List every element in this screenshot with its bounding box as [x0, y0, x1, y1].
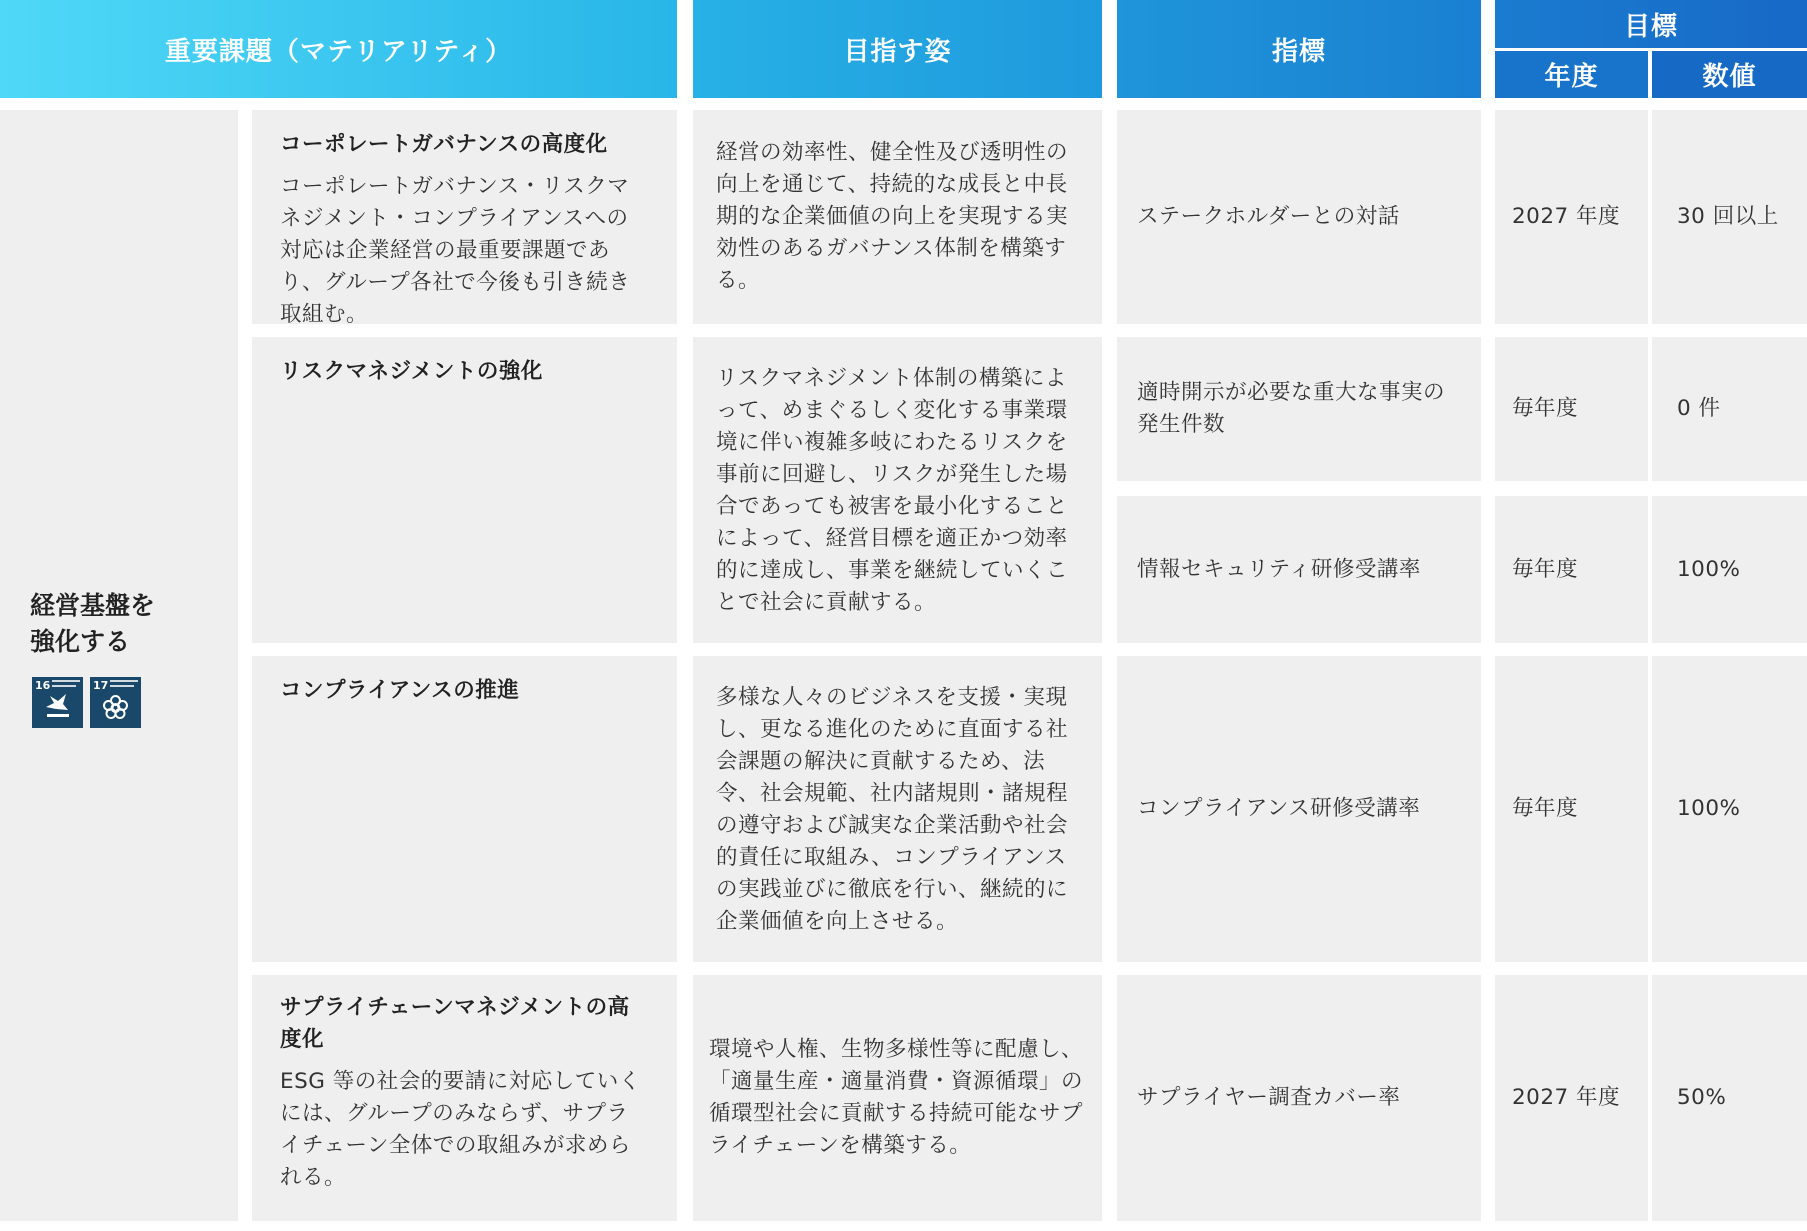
header-target-label: 目標: [1623, 11, 1678, 42]
goal-cell-4: [693, 975, 1102, 1221]
flower-icon: [90, 677, 141, 728]
year-text-2b: 毎年度: [1512, 556, 1579, 582]
materiality-cell-3: [252, 656, 677, 962]
year-cell-1: [1495, 110, 1648, 324]
header-goal: [693, 0, 1102, 98]
value-text-2a: 0 件: [1677, 396, 1721, 421]
sdg-17-number: 17: [93, 679, 109, 692]
materiality-desc-1: コーポレートガバナンス・リスクマネジメント・コンプライアンスへの対応は企業経営の最重要課題であり、グループ各社で今後も引き続き取組む。: [280, 174, 631, 327]
header-indicator: [1117, 0, 1481, 98]
header-year: [1495, 51, 1648, 98]
category-title-line1: 経営基盤を: [30, 591, 156, 620]
indicator-text-4: サプライヤー調査カバー率: [1137, 1085, 1401, 1110]
sdg-17-icon: [90, 677, 141, 728]
year-cell-2b: [1495, 496, 1648, 643]
indicator-cell-2b: [1117, 496, 1481, 643]
goal-cell-2: [693, 337, 1102, 643]
goal-cell-1: [693, 110, 1102, 324]
value-cell-1: [1652, 110, 1807, 324]
header-value-label: 数値: [1702, 62, 1757, 92]
header-materiality-label: 重要課題（マテリアリティ）: [164, 36, 513, 67]
indicator-text-2a: 適時開示が必要な重大な事実の発生件数: [1137, 380, 1446, 437]
goal-text-2: リスクマネジメント体制の構築によって、めまぐるしく変化する事業環境に伴い複雑多岐にわたるリスクを事前に回避し、リスクが発生した場合であっても被害を最小化することによって、経営目標を適正かつ効率的に達成し、事業を継続していくことで社会に貢献する。: [716, 366, 1069, 615]
indicator-cell-2a: [1117, 337, 1481, 481]
materiality-title-3: コンプライアンスの推進: [280, 678, 520, 703]
indicator-cell-3: [1117, 656, 1481, 962]
materiality-desc-4: ESG 等の社会的要請に対応していくには、グループのみならず、サプライチェーン全体での取組みが求められる。: [280, 1069, 641, 1190]
indicator-text-1: ステークホルダーとの対話: [1137, 204, 1400, 229]
value-cell-4: [1652, 975, 1807, 1221]
dove-icon: [32, 677, 83, 728]
value-text-1: 30 回以上: [1677, 204, 1779, 229]
materiality-cell-1: [252, 110, 677, 327]
indicator-text-2b: 情報セキュリティ研修受講率: [1137, 556, 1421, 582]
year-cell-2a: [1495, 337, 1648, 481]
goal-text-1: 経営の効率性、健全性及び透明性の向上を通じて、持続的な成長と中長期的な企業価値の向上を実現する実効性のあるガバナンス体制を構築する。: [716, 140, 1069, 293]
indicator-text-3: コンプライアンス研修受講率: [1137, 796, 1421, 821]
indicator-cell-4: [1117, 975, 1481, 1221]
category-cell: [0, 110, 238, 1221]
materiality-title-2: リスクマネジメントの強化: [280, 359, 543, 384]
materiality-cell-4: [252, 975, 677, 1221]
header-materiality: [0, 0, 677, 98]
header-value: [1652, 51, 1807, 98]
year-text-4: 2027 年度: [1512, 1085, 1621, 1110]
category-title: [30, 588, 155, 660]
year-text-2a: 毎年度: [1512, 396, 1579, 421]
value-text-4: 50%: [1677, 1085, 1727, 1110]
value-text-2b: 100%: [1677, 556, 1741, 582]
goal-cell-3: [693, 656, 1102, 962]
value-cell-2a: [1652, 337, 1807, 481]
year-text-3: 毎年度: [1512, 796, 1579, 821]
year-cell-4: [1495, 975, 1648, 1221]
header-target: [1495, 0, 1807, 48]
sdg-16-icon: [32, 677, 83, 728]
year-text-1: 2027 年度: [1512, 204, 1621, 229]
goal-text-4: 環境や人権、生物多様性等に配慮し、「適量生産・適量消費・資源循環」の循環型社会に貢献する持続可能なサプライチェーンを構築する。: [709, 1037, 1084, 1158]
materiality-title-4: サプライチェーンマネジメントの高度化: [280, 995, 630, 1052]
goal-text-3: 多様な人々のビジネスを支援・実現し、更なる進化のために直面する社会課題の解決に貢献するため、法令、社会規範、社内諸規則・諸規程の遵守および誠実な企業活動や社会的責任に取組み、コンプライアンスの実践並びに徹底を行い、継続的に企業価値を向上させる。: [716, 685, 1069, 934]
category-title-line2: 強化する: [30, 627, 131, 656]
materiality-cell-2: [252, 337, 677, 643]
materiality-title-1: コーポレートガバナンスの高度化: [280, 132, 608, 157]
sdg-16-number: 16: [35, 679, 51, 692]
indicator-cell-1: [1117, 110, 1481, 324]
value-text-3: 100%: [1677, 796, 1741, 821]
value-cell-3: [1652, 656, 1807, 962]
year-cell-3: [1495, 656, 1648, 962]
header-goal-label: 目指す姿: [843, 36, 952, 67]
value-cell-2b: [1652, 496, 1807, 643]
header-indicator-label: 指標: [1271, 36, 1326, 67]
header-year-label: 年度: [1544, 62, 1599, 92]
